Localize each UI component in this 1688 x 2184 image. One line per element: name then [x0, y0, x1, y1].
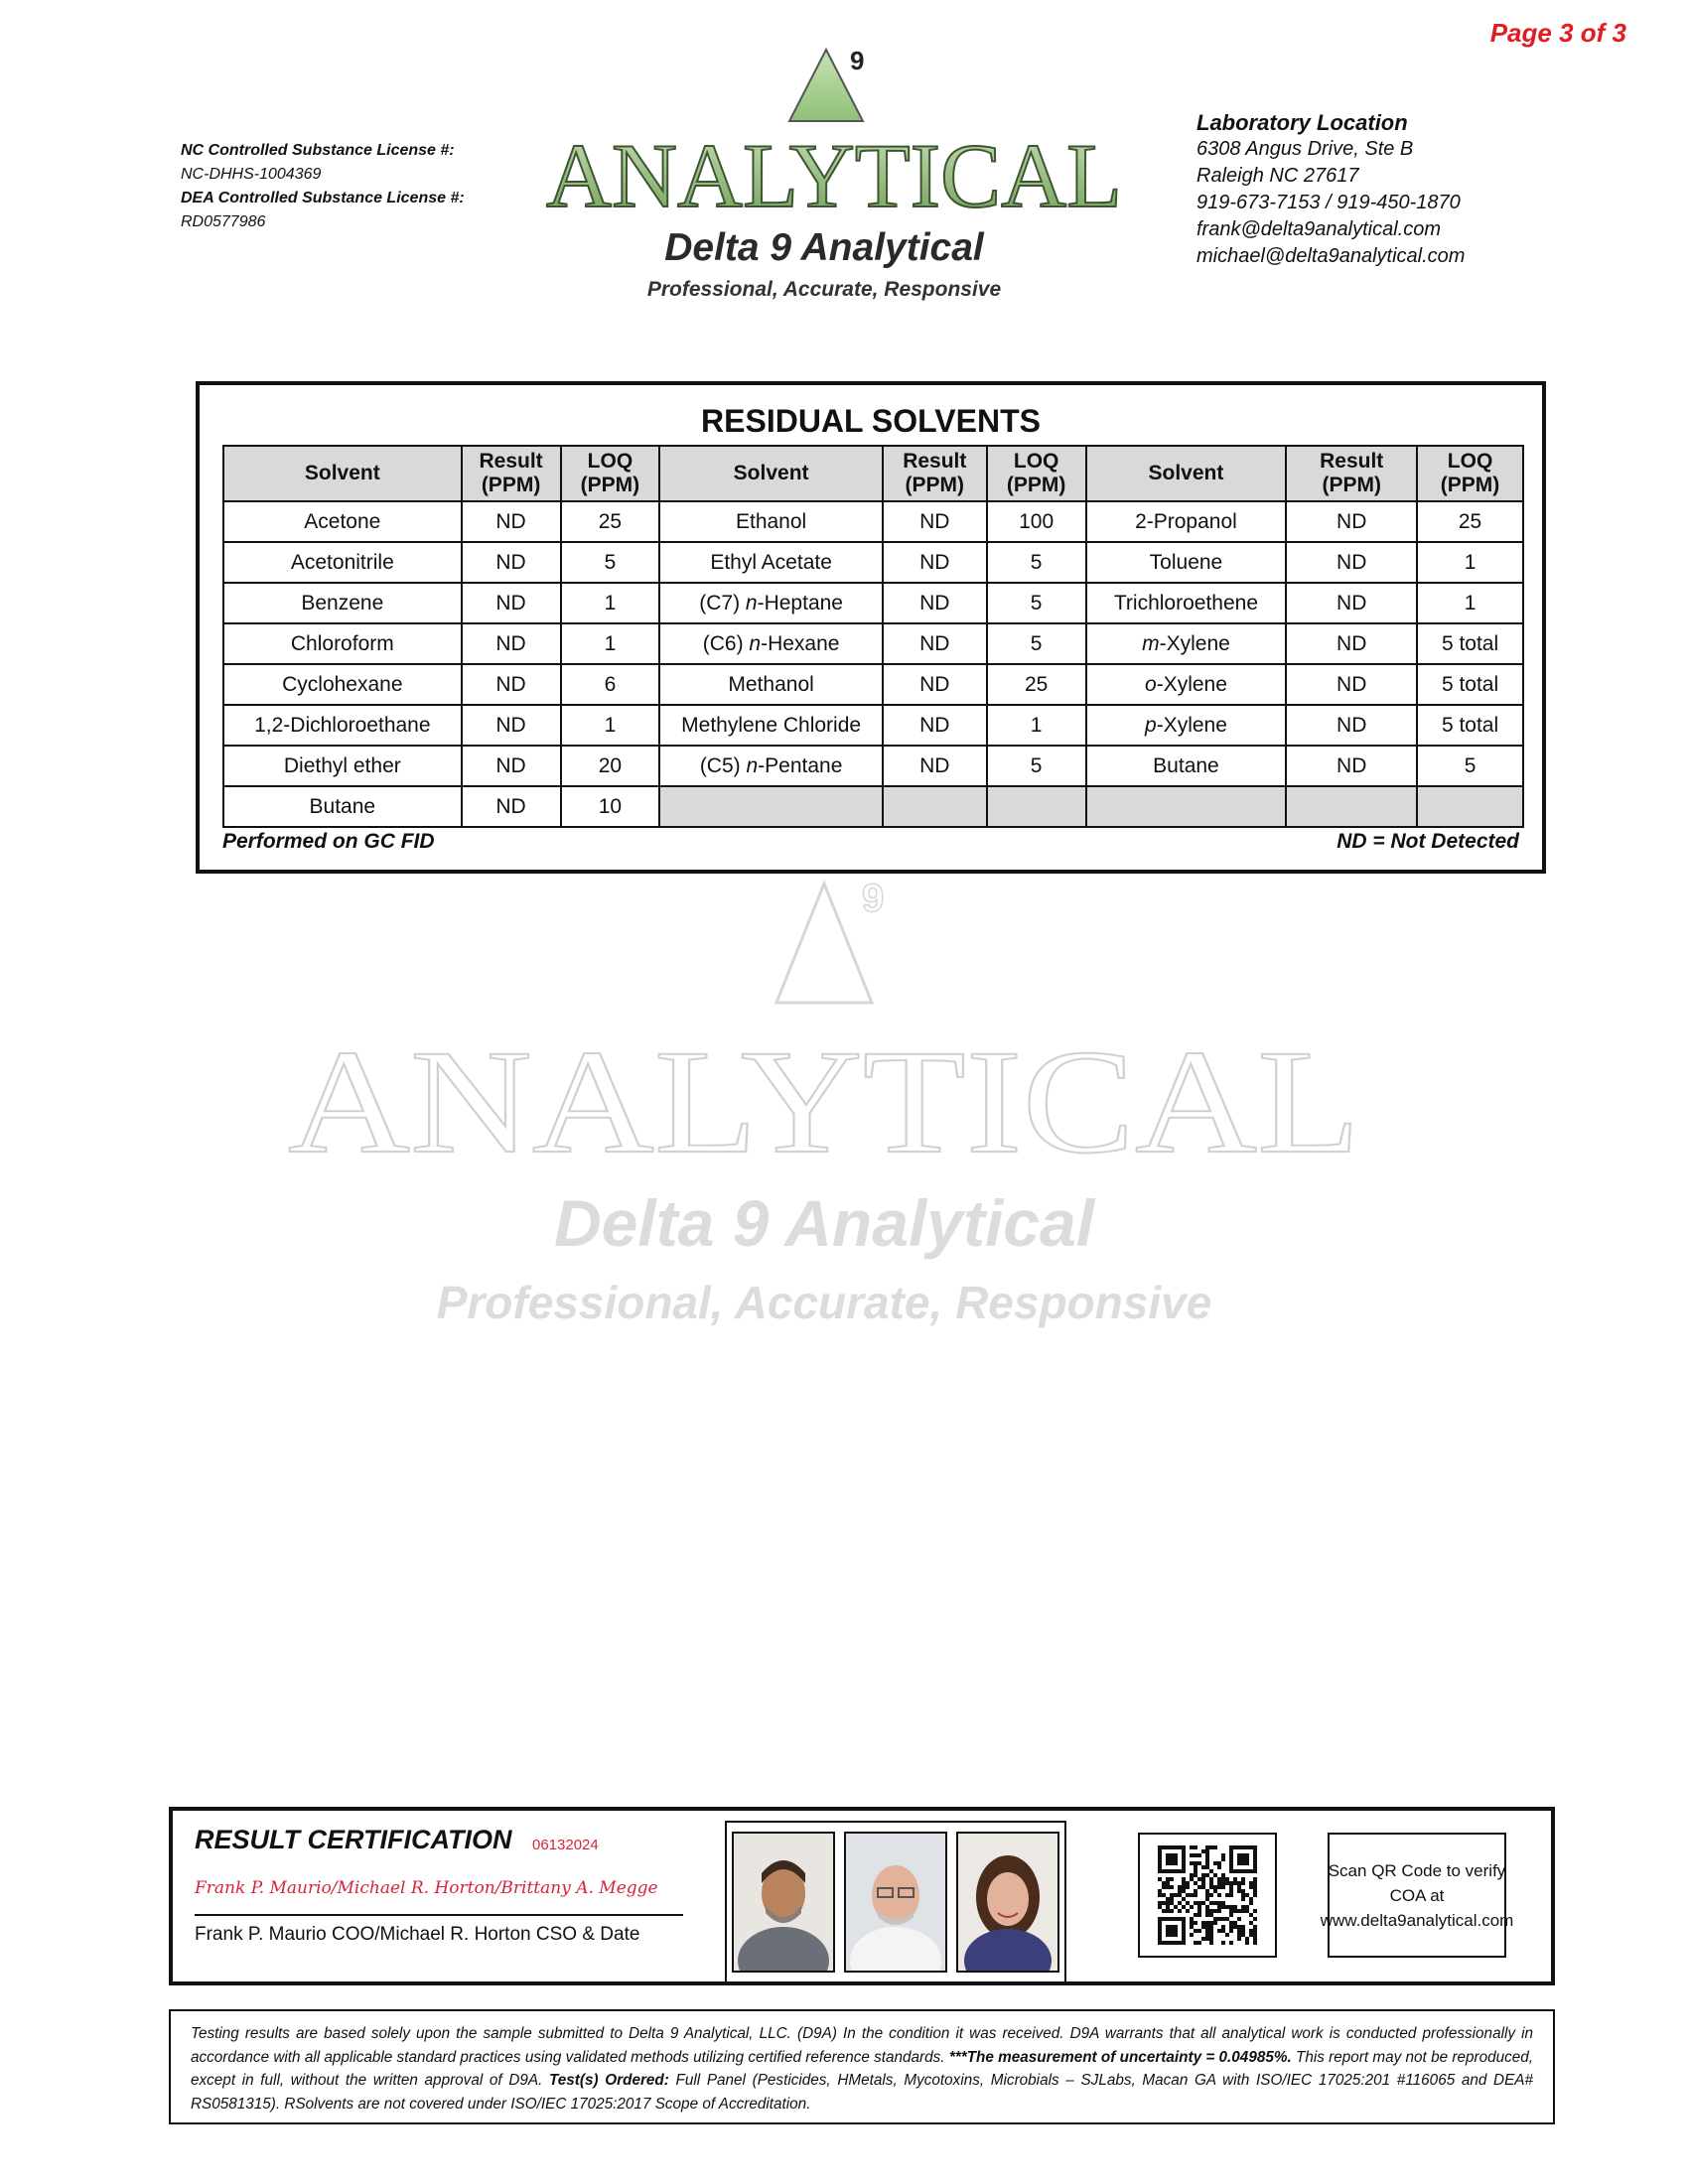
solvent-name: Methylene Chloride	[659, 705, 883, 746]
solvent-name: Butane	[1086, 746, 1287, 786]
nc-license-value: NC-DHHS-1004369	[181, 166, 322, 183]
disclaimer	[169, 2009, 1555, 2124]
result-value: ND	[462, 501, 561, 542]
loq-value: 1	[561, 583, 660, 623]
solvent-name: (C6) n-Hexane	[659, 623, 883, 664]
solvent-name: 1,2-Dichloroethane	[223, 705, 462, 746]
lab-phones: 919-673-7153 / 919-450-1870	[1196, 192, 1461, 213]
result-value: ND	[1286, 583, 1417, 623]
header-loq: LOQ (PPM)	[561, 446, 660, 501]
staff-photos	[725, 1821, 1066, 1983]
result-value: ND	[883, 501, 987, 542]
solvent-name: Acetonitrile	[223, 542, 462, 583]
disclaimer-text: This report may not be reproduced, except in full, without the written approval of D9A.	[191, 2048, 1533, 2089]
loq-value: 6	[561, 664, 660, 705]
residual-solvents-panel	[196, 381, 1546, 874]
qr-code-icon	[1158, 1845, 1257, 1945]
watermark-superscript: 9	[862, 877, 885, 920]
loq-value: 5 total	[1417, 705, 1523, 746]
header-loq: LOQ (PPM)	[987, 446, 1086, 501]
result-value: ND	[462, 583, 561, 623]
solvent-name	[1086, 786, 1287, 827]
staff-photo	[844, 1832, 947, 1973]
watermark-tagline: Professional, Accurate, Responsive	[436, 1277, 1212, 1328]
loq-value: 5	[987, 623, 1086, 664]
residual-solvents-table	[222, 445, 1524, 828]
watermark-wordmark: ANALYTICAL	[288, 1020, 1360, 1184]
lab-email-2: michael@delta9analytical.com	[1196, 245, 1466, 267]
result-value: ND	[462, 705, 561, 746]
solvent-name: Cyclohexane	[223, 664, 462, 705]
loq-value: 5	[987, 583, 1086, 623]
result-value: ND	[883, 583, 987, 623]
result-value: ND	[883, 746, 987, 786]
result-value	[1286, 786, 1417, 827]
staff-photo	[956, 1832, 1059, 1973]
logo-superscript: 9	[850, 46, 865, 75]
page-number: Page 3 of 3	[1489, 18, 1626, 48]
lab-title: Laboratory Location	[1196, 110, 1408, 135]
solvent-name: m-Xylene	[1086, 623, 1287, 664]
result-value: ND	[462, 786, 561, 827]
solvent-name: Acetone	[223, 501, 462, 542]
disclaimer-text: Full Panel (Pesticides, HMetals, Mycotoxins, Microbials – SJLabs, Macan GA with ISO/IEC 17025:201 #116065 and DEA# RS0581315). RSolvents are not covered under ISO/IEC 17025:2017 Scope of Accreditation.	[191, 2072, 1534, 2113]
watermark-triangle-icon	[776, 884, 872, 1003]
result-value: ND	[1286, 746, 1417, 786]
result-value: ND	[1286, 623, 1417, 664]
solvent-name: Methanol	[659, 664, 883, 705]
table-row	[223, 705, 1523, 746]
scan-qr-instructions: Scan QR Code to verify COA at www.delta9analytical.com	[1328, 1833, 1506, 1958]
solvent-name: (C7) n-Heptane	[659, 583, 883, 623]
solvent-name: Ethanol	[659, 501, 883, 542]
result-value: ND	[462, 664, 561, 705]
lab-address-1: 6308 Angus Drive, Ste B	[1196, 138, 1414, 160]
result-value: ND	[883, 664, 987, 705]
loq-value: 10	[561, 786, 660, 827]
loq-value: 1	[1417, 542, 1523, 583]
staff-photo	[732, 1832, 835, 1973]
header-solvent: Solvent	[223, 446, 462, 501]
header-result: Result (PPM)	[462, 446, 561, 501]
solvent-name: (C5) n-Pentane	[659, 746, 883, 786]
lab-location	[1196, 109, 1465, 270]
solvent-name: 2-Propanol	[1086, 501, 1287, 542]
header-solvent: Solvent	[1086, 446, 1287, 501]
solvent-name	[659, 786, 883, 827]
lab-email-1: frank@delta9analytical.com	[1196, 218, 1441, 240]
method-note: Performed on GC FID	[222, 830, 435, 853]
loq-value: 1	[1417, 583, 1523, 623]
lab-address-2: Raleigh NC 27617	[1196, 165, 1359, 187]
header-result: Result (PPM)	[1286, 446, 1417, 501]
table-row	[223, 583, 1523, 623]
header-result: Result (PPM)	[883, 446, 987, 501]
logo-wordmark: ANALYTICAL	[546, 125, 1122, 226]
solvent-name: Trichloroethene	[1086, 583, 1287, 623]
result-value: ND	[462, 542, 561, 583]
result-value: ND	[1286, 705, 1417, 746]
certification-title: RESULT CERTIFICATION	[195, 1825, 512, 1854]
loq-value: 25	[987, 664, 1086, 705]
signature-line	[195, 1914, 683, 1916]
loq-value	[987, 786, 1086, 827]
solvent-name: Chloroform	[223, 623, 462, 664]
loq-value: 100	[987, 501, 1086, 542]
loq-value: 5 total	[1417, 664, 1523, 705]
result-value: ND	[1286, 542, 1417, 583]
loq-value: 5	[987, 542, 1086, 583]
disclaimer-text: Testing results are based solely upon the sample submitted to Delta 9 Analytical, LLC. (D9A) In the condition it was received. D9A warrants that all analytical work is conducted professionally in accordance with all applicable standard practices using validated methods utilizing certified reference standards.	[191, 2025, 1533, 2066]
loq-value: 5	[561, 542, 660, 583]
result-value: ND	[1286, 664, 1417, 705]
tests-ordered-label: Test(s) Ordered:	[549, 2072, 669, 2089]
loq-value: 5 total	[1417, 623, 1523, 664]
table-row	[223, 746, 1523, 786]
nd-legend: ND = Not Detected	[1336, 830, 1519, 853]
result-value: ND	[1286, 501, 1417, 542]
result-value: ND	[883, 705, 987, 746]
logo-name: Delta 9 Analytical	[664, 226, 984, 269]
result-value: ND	[462, 746, 561, 786]
table-row	[223, 501, 1523, 542]
result-value: ND	[462, 623, 561, 664]
watermark-logo	[268, 864, 1380, 1340]
solvent-name: Ethyl Acetate	[659, 542, 883, 583]
table-header-row	[223, 446, 1523, 501]
solvent-name: Toluene	[1086, 542, 1287, 583]
uncertainty-note: ***The measurement of uncertainty = 0.04985%.	[948, 2048, 1292, 2066]
loq-value: 5	[1417, 746, 1523, 786]
table-row	[223, 664, 1523, 705]
solvent-name: Diethyl ether	[223, 746, 462, 786]
solvent-name: p-Xylene	[1086, 705, 1287, 746]
header-loq: LOQ (PPM)	[1417, 446, 1523, 501]
solvent-name: o-Xylene	[1086, 664, 1287, 705]
company-logo	[516, 40, 1152, 313]
result-value	[883, 786, 987, 827]
signer-names: Frank P. Maurio COO/Michael R. Horton CSO & Date	[195, 1924, 640, 1945]
table-row	[223, 786, 1523, 827]
watermark-name: Delta 9 Analytical	[553, 1186, 1095, 1260]
loq-value: 5	[987, 746, 1086, 786]
loq-value: 1	[561, 705, 660, 746]
result-value: ND	[883, 623, 987, 664]
result-value: ND	[883, 542, 987, 583]
dea-license-value: RD0577986	[181, 213, 266, 230]
qr-code[interactable]	[1138, 1833, 1277, 1958]
solvent-name: Benzene	[223, 583, 462, 623]
loq-value	[1417, 786, 1523, 827]
loq-value: 25	[561, 501, 660, 542]
logo-tagline: Professional, Accurate, Responsive	[646, 278, 1002, 301]
loq-value: 1	[561, 623, 660, 664]
table-row	[223, 623, 1523, 664]
handwritten-signature: Frank P. Maurio/Michael R. Horton/Brittany A. Megge	[195, 1878, 658, 1898]
header-solvent: Solvent	[659, 446, 883, 501]
table-body	[223, 501, 1523, 827]
dea-license-label: DEA Controlled Substance License #:	[181, 190, 465, 206]
loq-value: 20	[561, 746, 660, 786]
residual-solvents-title: RESIDUAL SOLVENTS	[701, 403, 1041, 439]
result-certification-panel	[169, 1807, 1555, 1985]
table-row	[223, 542, 1523, 583]
loq-value: 1	[987, 705, 1086, 746]
nc-license-label: NC Controlled Substance License #:	[181, 142, 455, 159]
solvent-name: Butane	[223, 786, 462, 827]
certification-code: 06132024	[532, 1837, 599, 1853]
loq-value: 25	[1417, 501, 1523, 542]
